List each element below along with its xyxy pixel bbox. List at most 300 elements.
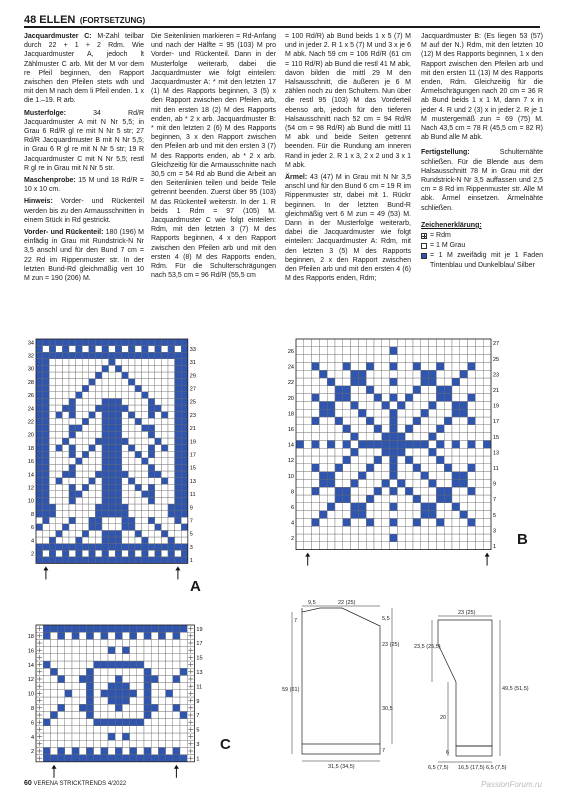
stitch-cell	[382, 503, 390, 511]
stitch-cell	[76, 524, 83, 531]
stitch-cell	[390, 503, 398, 511]
stitch-cell	[460, 401, 468, 409]
stitch-cell	[468, 401, 476, 409]
stitch-cell	[358, 534, 366, 542]
stitch-cell	[168, 458, 175, 465]
stitch-cell	[366, 347, 374, 355]
stitch-cell	[128, 425, 135, 432]
stitch-cell	[65, 647, 72, 654]
stitch-cell	[161, 511, 168, 518]
stitch-cell	[76, 458, 83, 465]
stitch-cell	[175, 385, 182, 392]
stitch-cell	[161, 458, 168, 465]
stitch-cell	[69, 359, 76, 366]
stitch-cell	[148, 471, 155, 478]
stitch-cell	[128, 431, 135, 438]
stitch-cell	[108, 755, 115, 762]
stitch-cell	[148, 464, 155, 471]
stitch-cell	[319, 479, 327, 487]
text-column-4	[421, 32, 543, 270]
stitch-cell	[483, 401, 491, 409]
stitch-cell	[421, 370, 429, 378]
stitch-cell	[49, 491, 56, 498]
stitch-cell	[296, 518, 304, 526]
stitch-cell	[319, 542, 327, 550]
stitch-cell	[95, 557, 102, 564]
stitch-cell	[327, 394, 335, 402]
stitch-cell	[382, 425, 390, 433]
stitch-cell	[144, 740, 151, 747]
stitch-cell	[82, 471, 89, 478]
stitch-cell	[173, 726, 180, 733]
row-number: 18	[287, 411, 294, 418]
stitch-cell	[429, 511, 437, 519]
stitch-cell	[366, 511, 374, 519]
stitch-cell	[115, 478, 122, 485]
stitch-cell	[312, 409, 320, 417]
stitch-cell	[148, 557, 155, 564]
stitch-cell	[166, 697, 173, 704]
stitch-cell	[304, 472, 312, 480]
svg-text:6,5 (7,5): 6,5 (7,5)	[428, 765, 449, 771]
stitch-cell	[452, 394, 460, 402]
stitch-cell	[43, 438, 50, 445]
row-number: 7	[189, 518, 193, 525]
stitch-cell	[101, 632, 108, 639]
row-number: 21	[189, 426, 196, 433]
stitch-cell	[115, 392, 122, 399]
stitch-cell	[421, 339, 429, 347]
stitch-cell	[180, 683, 187, 690]
stitch-cell	[58, 647, 65, 654]
stitch-cell	[69, 517, 76, 524]
stitch-cell	[358, 425, 366, 433]
stitch-cell	[144, 632, 151, 639]
stitch-cell	[58, 740, 65, 747]
stitch-cell	[142, 484, 149, 491]
stitch-cell	[319, 456, 327, 464]
row-number: 7	[196, 713, 200, 720]
stitch-cell	[43, 497, 50, 504]
stitch-cell	[296, 526, 304, 534]
stitch-cell	[43, 530, 50, 537]
stitch-cell	[89, 365, 96, 372]
stitch-cell	[483, 448, 491, 456]
stitch-cell	[155, 352, 162, 359]
stitch-cell	[43, 747, 50, 754]
stitch-cell	[135, 484, 142, 491]
stitch-cell	[49, 557, 56, 564]
stitch-cell	[155, 431, 162, 438]
stitch-cell	[62, 511, 69, 518]
stitch-cell	[142, 412, 149, 419]
stitch-cell	[122, 632, 129, 639]
stitch-cell	[397, 440, 405, 448]
stitch-cell	[405, 370, 413, 378]
stitch-cell	[436, 464, 444, 472]
stitch-cell	[102, 379, 109, 386]
stitch-cell	[155, 491, 162, 498]
stitch-cell	[175, 464, 182, 471]
stitch-cell	[69, 478, 76, 485]
stitch-cell	[436, 456, 444, 464]
row-number: 33	[189, 346, 196, 353]
stitch-cell	[429, 518, 437, 526]
stitch-cell	[343, 456, 351, 464]
stitch-cell	[49, 438, 56, 445]
legend	[421, 221, 543, 270]
stitch-cell	[335, 355, 343, 363]
stitch-cell	[89, 464, 96, 471]
row-number: 4	[30, 538, 34, 545]
stitch-cell	[82, 352, 89, 359]
stitch-cell	[94, 683, 101, 690]
paragraph: = 100 Rd/R) ab Bund beids 1 x 5 (7) M und in jeder 2. R 1 x 5 (7) M und 3 x je 6 M abk. Nach 59 cm = 106 Rd/R (61 cm = 110 Rd/R) ab Bund die restl 41 M abk, davon bilden die mittl 29 M den Halsausschnitt, die äußeren je 6 M zählen noch zu den Schultern. Nun über die restl 95 (103) M das Vorderteil ebenso arb, jedoch für den tieferen Halsausschnitt nach 52 cm = 94 Rd/R (54 cm = 98 Rd/R) ab Bund die mittl 11 M abk und beide Seiten getrennt beenden. Für die Rundung am inneren Rand in jeder 2. R 1 x 3, 2 x 2 und 3 x 1 M abk.	[285, 33, 411, 169]
stitch-cell	[94, 747, 101, 754]
stitch-cell	[101, 625, 108, 632]
stitch-cell	[137, 733, 144, 740]
stitch-cell	[175, 359, 182, 366]
stitch-cell	[115, 704, 122, 711]
chart-c-grid	[24, 622, 224, 770]
stitch-cell	[89, 517, 96, 524]
stitch-cell	[413, 511, 421, 519]
stitch-cell	[89, 352, 96, 359]
stitch-cell	[444, 401, 452, 409]
stitch-cell	[166, 711, 173, 718]
stitch-cell	[36, 359, 43, 366]
stitch-cell	[148, 550, 155, 557]
stitch-cell	[135, 458, 142, 465]
stitch-cell	[108, 675, 115, 682]
stitch-cell	[101, 747, 108, 754]
stitch-cell	[62, 504, 69, 511]
stitch-cell	[421, 394, 429, 402]
stitch-cell	[343, 511, 351, 519]
stitch-cell	[36, 385, 43, 392]
stitch-cell	[436, 440, 444, 448]
stitch-cell	[36, 352, 43, 359]
stitch-cell	[390, 417, 398, 425]
stitch-cell	[62, 339, 69, 346]
stitch-cell	[312, 433, 320, 441]
stitch-cell	[483, 518, 491, 526]
stitch-cell	[122, 740, 129, 747]
stitch-cell	[175, 458, 182, 465]
stitch-cell	[135, 530, 142, 537]
stitch-cell	[49, 405, 56, 412]
stitch-cell	[181, 431, 188, 438]
stitch-cell	[69, 530, 76, 537]
stitch-cell	[358, 448, 366, 456]
stitch-cell	[76, 497, 83, 504]
stitch-cell	[319, 378, 327, 386]
stitch-cell	[390, 433, 398, 441]
stitch-cell	[343, 378, 351, 386]
stitch-cell	[102, 544, 109, 551]
paragraph: Hinweis: Vorder- und Rückenteil werden bis zu den Armausschnitten in einem Stück in Rd gestrickt.	[24, 198, 144, 224]
stitch-cell	[95, 425, 102, 432]
stitch-cell	[436, 511, 444, 519]
stitch-cell	[168, 557, 175, 564]
stitch-cell	[168, 431, 175, 438]
stitch-cell	[76, 346, 83, 353]
stitch-cell	[101, 690, 108, 697]
row-number: 18	[27, 445, 34, 452]
stitch-cell	[436, 518, 444, 526]
stitch-cell	[62, 458, 69, 465]
stitch-cell	[413, 401, 421, 409]
stitch-cell	[130, 726, 137, 733]
stitch-cell	[82, 365, 89, 372]
stitch-cell	[82, 497, 89, 504]
stitch-cell	[102, 451, 109, 458]
stitch-cell	[296, 339, 304, 347]
stitch-cell	[296, 448, 304, 456]
paragraph: Musterfolge: 34 Rd/R Jacquardmuster A mit N Nr 5,5; in Grau 6 Rd/R gl re mit N Nr 5 str; 27 Rd/R Jacquardmuster B mit N Nr 5,5; in Grau 6 R gl re mit N Nr 5 str; 19 R Jacquardmuster C mit N Nr 5,5; restl R gl re in Grau mit N Nr 5 str.	[24, 109, 144, 172]
stitch-cell	[483, 511, 491, 519]
stitch-cell	[128, 372, 135, 379]
stitch-cell	[175, 405, 182, 412]
stitch-cell	[429, 487, 437, 495]
stitch-cell	[122, 661, 129, 668]
stitch-cell	[155, 497, 162, 504]
stitch-cell	[102, 412, 109, 419]
svg-text:6,5 (7,5): 6,5 (7,5)	[486, 765, 507, 771]
stitch-cell	[343, 386, 351, 394]
stitch-cell	[304, 433, 312, 441]
stitch-cell	[382, 542, 390, 550]
stitch-cell	[181, 458, 188, 465]
stitch-cell	[319, 394, 327, 402]
stitch-cell	[102, 484, 109, 491]
stitch-cell	[475, 394, 483, 402]
stitch-cell	[390, 495, 398, 503]
stitch-cell	[142, 544, 149, 551]
stitch-cell	[304, 378, 312, 386]
stitch-cell	[319, 339, 327, 347]
stitch-cell	[483, 456, 491, 464]
stitch-cell	[304, 464, 312, 472]
stitch-cell	[36, 425, 43, 432]
stitch-cell	[72, 740, 79, 747]
stitch-cell	[151, 747, 158, 754]
stitch-cell	[49, 365, 56, 372]
stitch-cell	[319, 370, 327, 378]
stitch-cell	[79, 668, 86, 675]
stitch-cell	[69, 451, 76, 458]
stitch-cell	[79, 647, 86, 654]
stitch-cell	[382, 487, 390, 495]
stitch-cell	[95, 524, 102, 531]
legend-item: = 1 M zweifädig mit je 1 Faden Tintenblau und Dunkelblau/ Silber	[421, 251, 543, 269]
stitch-cell	[56, 352, 63, 359]
stitch-cell	[175, 517, 182, 524]
stitch-cell	[180, 740, 187, 747]
stitch-cell	[69, 458, 76, 465]
stitch-cell	[142, 478, 149, 485]
stitch-cell	[122, 438, 129, 445]
stitch-cell	[175, 392, 182, 399]
stitch-cell	[413, 495, 421, 503]
stitch-cell	[452, 440, 460, 448]
stitch-cell	[50, 747, 57, 754]
stitch-cell	[175, 445, 182, 452]
stitch-cell	[95, 431, 102, 438]
stitch-cell	[327, 355, 335, 363]
stitch-cell	[335, 378, 343, 386]
stitch-cell	[161, 372, 168, 379]
row-number: 19	[189, 439, 196, 446]
stitch-cell	[65, 668, 72, 675]
stitch-cell	[382, 526, 390, 534]
stitch-cell	[79, 733, 86, 740]
stitch-cell	[43, 639, 50, 646]
stitch-cell	[366, 362, 374, 370]
stitch-cell	[181, 544, 188, 551]
stitch-cell	[82, 550, 89, 557]
stitch-cell	[65, 675, 72, 682]
stitch-cell	[181, 379, 188, 386]
stitch-cell	[452, 401, 460, 409]
stitch-cell	[43, 385, 50, 392]
stitch-cell	[161, 537, 168, 544]
stitch-cell	[452, 534, 460, 542]
stitch-cell	[168, 517, 175, 524]
stitch-cell	[115, 668, 122, 675]
stitch-cell	[175, 372, 182, 379]
edge-stitch-icon	[421, 233, 427, 239]
stitch-cell	[109, 438, 116, 445]
stitch-cell	[142, 537, 149, 544]
stitch-cell	[115, 339, 122, 346]
stitch-cell	[128, 544, 135, 551]
stitch-cell	[76, 530, 83, 537]
stitch-cell	[405, 425, 413, 433]
stitch-cell	[142, 491, 149, 498]
stitch-cell	[180, 661, 187, 668]
stitch-cell	[135, 544, 142, 551]
stitch-cell	[155, 550, 162, 557]
stitch-cell	[151, 697, 158, 704]
stitch-cell	[460, 440, 468, 448]
stitch-cell	[452, 339, 460, 347]
stitch-cell	[122, 445, 129, 452]
stitch-cell	[144, 654, 151, 661]
stitch-cell	[128, 398, 135, 405]
stitch-cell	[358, 456, 366, 464]
stitch-cell	[460, 386, 468, 394]
stitch-cell	[155, 445, 162, 452]
row-number: 17	[189, 452, 196, 459]
stitch-cell	[168, 550, 175, 557]
stitch-cell	[95, 438, 102, 445]
stitch-cell	[101, 740, 108, 747]
stitch-cell	[65, 625, 72, 632]
stitch-cell	[86, 726, 93, 733]
stitch-cell	[374, 479, 382, 487]
stitch-cell	[366, 472, 374, 480]
stitch-cell	[181, 385, 188, 392]
stitch-cell	[168, 451, 175, 458]
stitch-cell	[173, 755, 180, 762]
stitch-cell	[180, 668, 187, 675]
stitch-cell	[95, 497, 102, 504]
stitch-cell	[335, 511, 343, 519]
stitch-cell	[82, 537, 89, 544]
row-number: 24	[27, 406, 34, 413]
stitch-cell	[109, 372, 116, 379]
stitch-cell	[351, 417, 359, 425]
stitch-cell	[168, 438, 175, 445]
stitch-cell	[102, 425, 109, 432]
stitch-cell	[135, 438, 142, 445]
stitch-cell	[374, 362, 382, 370]
stitch-cell	[351, 339, 359, 347]
stitch-cell	[108, 661, 115, 668]
stitch-cell	[128, 365, 135, 372]
stitch-cell	[76, 392, 83, 399]
stitch-cell	[180, 675, 187, 682]
stitch-cell	[122, 339, 129, 346]
stitch-cell	[115, 711, 122, 718]
stitch-cell	[413, 370, 421, 378]
stitch-cell	[72, 675, 79, 682]
stitch-cell	[429, 362, 437, 370]
chart-b-label: B	[517, 531, 528, 548]
stitch-cell	[452, 378, 460, 386]
stitch-cell	[144, 755, 151, 762]
stitch-cell	[69, 398, 76, 405]
stitch-cell	[155, 359, 162, 366]
stitch-cell	[86, 639, 93, 646]
stitch-cell	[358, 487, 366, 495]
stitch-cell	[351, 433, 359, 441]
row-number: 19	[493, 403, 500, 410]
stitch-cell	[173, 661, 180, 668]
stitch-cell	[296, 378, 304, 386]
stitch-cell	[101, 654, 108, 661]
stitch-cell	[62, 405, 69, 412]
text-column-1	[24, 32, 144, 286]
stitch-cell	[421, 518, 429, 526]
stitch-cell	[168, 392, 175, 399]
sleeve-schematic	[404, 606, 529, 771]
stitch-cell	[142, 438, 149, 445]
stitch-cell	[390, 362, 398, 370]
stitch-cell	[50, 683, 57, 690]
stitch-cell	[72, 683, 79, 690]
stitch-cell	[115, 431, 122, 438]
stitch-cell	[49, 431, 56, 438]
stitch-cell	[304, 355, 312, 363]
stitch-cell	[69, 372, 76, 379]
stitch-cell	[122, 755, 129, 762]
stitch-cell	[76, 544, 83, 551]
stitch-cell	[181, 464, 188, 471]
stitch-cell	[56, 478, 63, 485]
row-number: 24	[287, 364, 294, 371]
stitch-cell	[155, 385, 162, 392]
stitch-cell	[89, 405, 96, 412]
stitch-cell	[436, 370, 444, 378]
stitch-cell	[166, 625, 173, 632]
stitch-cell	[468, 456, 476, 464]
stitch-cell	[49, 385, 56, 392]
stitch-cell	[56, 491, 63, 498]
stitch-cell	[181, 405, 188, 412]
stitch-cell	[62, 352, 69, 359]
